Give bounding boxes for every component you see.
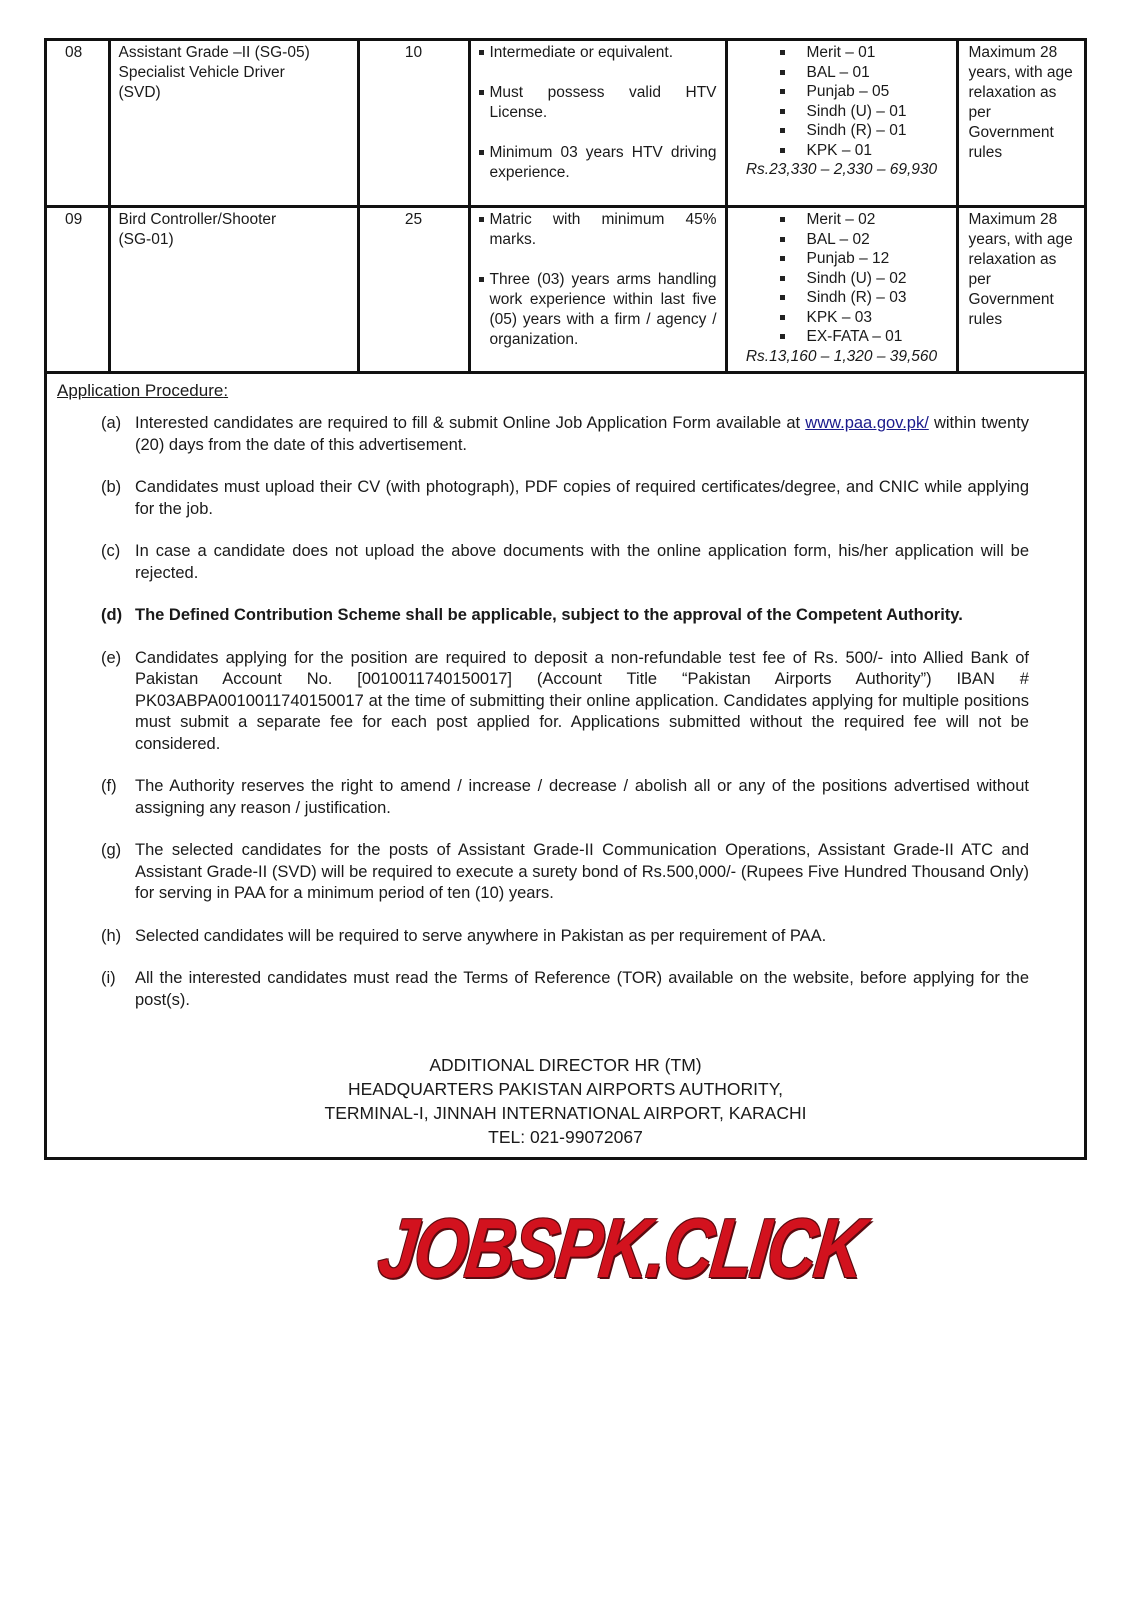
quota-distribution bbox=[726, 207, 957, 373]
quota-list bbox=[736, 210, 948, 347]
pay-scale: Rs.23,330 – 2,330 – 69,930 bbox=[745, 161, 938, 178]
list-item: Three (03) years arms handling work experience within last five (05) years with a firm / agency / organization. bbox=[479, 270, 717, 350]
list-item: Punjab – 12 bbox=[736, 249, 948, 269]
watermark-text: JOBSPK.CLICK bbox=[373, 1201, 868, 1295]
square-bullet-icon bbox=[736, 141, 807, 161]
square-bullet-icon bbox=[479, 150, 484, 155]
telephone: TEL: 021-99072067 bbox=[488, 1127, 643, 1147]
list-item: Punjab – 05 bbox=[736, 82, 948, 102]
clause-b: (b) Candidates must upload their CV (with photograph), PDF copies of required certificates/degree, and CNIC while applying for the job. bbox=[101, 478, 1029, 518]
list-item: BAL – 01 bbox=[736, 63, 948, 83]
clause-c: (c) In case a candidate does not upload the above documents with the online application form, his/her application will be rejected. bbox=[101, 542, 1029, 582]
clause-i: (i) All the interested candidates must read the Terms of Reference (TOR) available on the website, before applying for the post(s). bbox=[101, 969, 1029, 1009]
square-bullet-icon bbox=[736, 230, 807, 250]
square-bullet-icon bbox=[736, 82, 807, 102]
advertisement-frame bbox=[44, 38, 1087, 1160]
square-bullet-icon bbox=[736, 327, 807, 347]
serial-number: 09 bbox=[47, 207, 109, 373]
square-bullet-icon bbox=[736, 249, 807, 269]
list-item: KPK – 03 bbox=[736, 308, 948, 328]
serial-number: 08 bbox=[47, 41, 109, 207]
clause-g: (g) The selected candidates for the posts of Assistant Grade-II Communication Operations, Assistant Grade-II ATC and Assistant Grade-II (SVD) will be required to execute a surety bond of Rs.500,000/- (Rupees Five Hundred Thousand Only) for serving in PAA for a minimum period of ten (10) years. bbox=[101, 841, 1029, 902]
paa-website-link[interactable]: www.paa.gov.pk/ bbox=[805, 414, 929, 432]
list-item: Merit – 01 bbox=[736, 43, 948, 63]
posts-count: 10 bbox=[358, 41, 469, 207]
list-item: Matric with minimum 45% marks. bbox=[479, 210, 717, 250]
procedure-heading: Application Procedure: bbox=[57, 380, 229, 400]
square-bullet-icon bbox=[479, 50, 484, 55]
watermark-logo bbox=[326, 1198, 866, 1298]
post-title: Bird Controller/Shooter (SG-01) bbox=[109, 207, 358, 373]
clause-f: (f) The Authority reserves the right to amend / increase / decrease / abolish all or any of the positions advertised without assigning any reason / justification. bbox=[101, 777, 1029, 817]
clause-a: (a) Interested candidates are required to fill & submit Online Job Application Form available at www.paa.gov.pk/ within twenty (20) days from the date of this advertisement. bbox=[101, 414, 1029, 454]
clause-e: (e) Candidates applying for the position are required to deposit a non-refundable test fee of Rs. 500/- into Allied Bank of Pakistan Account No. [0010011740150017] (Account Title “Pakistan Airports Authority”) IBAN # PK03ABPA0010011740150017 at the time of submitting their online application. Candidates applying for multiple positions must submit a separate fee for each post applied for. Applications submitted without the required fee will not be considered. bbox=[101, 648, 1029, 753]
clause-d: (d) The Defined Contribution Scheme shall be applicable, subject to the approval of the Competent Authority. bbox=[101, 606, 963, 624]
list-item: Must possess valid HTV License. bbox=[479, 83, 717, 123]
square-bullet-icon bbox=[736, 63, 807, 83]
pay-scale: Rs.13,160 – 1,320 – 39,560 bbox=[745, 347, 938, 365]
list-item: BAL – 02 bbox=[736, 230, 948, 250]
table-row bbox=[47, 41, 1084, 207]
organization: HEADQUARTERS PAKISTAN AIRPORTS AUTHORITY, bbox=[347, 1079, 783, 1099]
qualifications bbox=[469, 41, 726, 207]
square-bullet-icon bbox=[736, 43, 807, 63]
age-limit: Maximum 28 years, with age relaxation as per Government rules bbox=[957, 207, 1084, 373]
list-item: Merit – 02 bbox=[736, 210, 948, 230]
list-item: Intermediate or equivalent. bbox=[479, 43, 717, 63]
square-bullet-icon bbox=[736, 210, 807, 230]
list-item: Sindh (U) – 01 bbox=[736, 102, 948, 122]
list-item: Sindh (U) – 02 bbox=[736, 269, 948, 289]
square-bullet-icon bbox=[736, 121, 807, 141]
square-bullet-icon bbox=[736, 308, 807, 328]
square-bullet-icon bbox=[736, 102, 807, 122]
list-item: Sindh (R) – 01 bbox=[736, 121, 948, 141]
post-title: Assistant Grade –II (SG-05) Specialist Vehicle Driver (SVD) bbox=[109, 41, 358, 207]
list-item: KPK – 01 bbox=[736, 141, 948, 161]
list-item: Minimum 03 years HTV driving experience. bbox=[479, 143, 717, 183]
application-procedure bbox=[47, 374, 1084, 1158]
address: TERMINAL-I, JINNAH INTERNATIONAL AIRPORT, KARACHI bbox=[324, 1103, 807, 1123]
list-item: Sindh (R) – 03 bbox=[736, 288, 948, 308]
age-limit: Maximum 28 years, with age relaxation as per Government rules bbox=[957, 41, 1084, 207]
signature-block bbox=[57, 1053, 1074, 1151]
list-item: EX-FATA – 01 bbox=[736, 327, 948, 347]
quota-distribution bbox=[726, 41, 957, 207]
table-row bbox=[47, 207, 1084, 373]
square-bullet-icon bbox=[479, 217, 484, 222]
quota-list bbox=[736, 43, 948, 160]
square-bullet-icon bbox=[736, 269, 807, 289]
jobs-table bbox=[47, 41, 1084, 374]
square-bullet-icon bbox=[736, 288, 807, 308]
posts-count: 25 bbox=[358, 207, 469, 373]
qualifications bbox=[469, 207, 726, 373]
square-bullet-icon bbox=[479, 90, 484, 95]
signatory-title: ADDITIONAL DIRECTOR HR (TM) bbox=[429, 1055, 702, 1075]
square-bullet-icon bbox=[479, 277, 484, 282]
clause-h: (h) Selected candidates will be required to serve anywhere in Pakistan as per requirement of PAA. bbox=[101, 926, 827, 945]
